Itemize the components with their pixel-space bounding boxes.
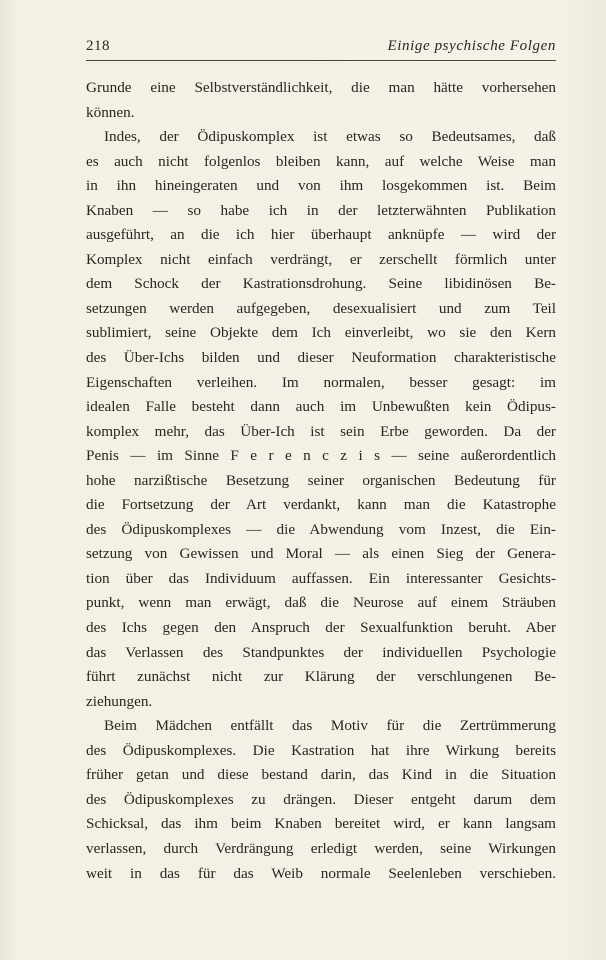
text-line: Eigenschaften verleihen. Im normalen, besser gesagt: im xyxy=(86,373,556,391)
text-line: des Ödipuskomplexes zu drängen. Dieser entgeht darum dem xyxy=(86,790,556,808)
text-line: Penis — im Sinne F e r e n c z i s — seine außerordentlich xyxy=(86,447,556,465)
text-line: Indes, der Ödipuskomplex ist etwas so Bedeutsames, daß xyxy=(104,128,556,146)
text-line: sublimiert, seine Objekte dem Ich einverleibt, wo sie den Kern xyxy=(86,324,556,342)
text-line: in ihn hineingeraten und von ihm losgekommen ist. Beim xyxy=(86,177,556,195)
text-line: die Fortsetzung der Art verdankt, kann man die Katastrophe xyxy=(86,496,556,514)
text-line: idealen Falle besteht dann auch im Unbewußten kein Ödipus- xyxy=(86,398,556,416)
text-line: komplex mehr, das Über-Ich ist sein Erbe geworden. Da der xyxy=(86,422,556,440)
text-line: setzungen werden aufgegeben, desexualisiert und zum Teil xyxy=(86,299,556,317)
text-line: weit in das für das Weib normale Seelenleben verschieben. xyxy=(86,864,556,882)
page-number: 218 xyxy=(86,38,110,54)
text-line: verlassen, durch Verdrängung erledigt werden, seine Wirkungen xyxy=(86,839,556,857)
text-line: können. xyxy=(86,103,135,121)
text-line: Schicksal, das ihm beim Knaben bereitet wird, er kann langsam xyxy=(86,815,556,833)
text-line: ausgeführt, an die ich hier überhaupt anknüpfe — wird der xyxy=(86,226,556,244)
text-line: des Ichs gegen den Anspruch der Sexualfunktion beruht. Aber xyxy=(86,619,556,637)
text-line: des Ödipuskomplexes. Die Kastration hat ihre Wirkung bereits xyxy=(86,741,556,759)
text-line: Knaben — so habe ich in der letzterwähnten Publikation xyxy=(86,201,556,219)
text-line: hohe narzißtische Besetzung seiner organischen Bedeutung für xyxy=(86,471,556,489)
text-line: ziehungen. xyxy=(86,692,153,710)
text-line: das Verlassen des Standpunktes der individuellen Psychologie xyxy=(86,643,556,661)
text-line: des Über-Ichs bilden und dieser Neuformation charakteristische xyxy=(86,349,556,367)
text-line: es auch nicht folgenlos bleiben kann, auf welche Weise man xyxy=(86,152,556,170)
body-text xyxy=(86,76,556,886)
text-line: tion über das Individuum auffassen. Ein interessanter Gesichts- xyxy=(86,569,556,587)
text-line: Komplex nicht einfach verdrängt, er zerschellt förmlich unter xyxy=(86,250,556,268)
text-line: dem Schock der Kastrationsdrohung. Seine libidinösen Be- xyxy=(86,275,556,293)
running-title: Einige psychische Folgen xyxy=(387,38,556,54)
text-line: führt zunächst nicht zur Klärung der verschlungenen Be- xyxy=(86,668,556,686)
text-line: früher getan und diese bestand darin, das Kind in die Situation xyxy=(86,766,556,784)
running-header xyxy=(86,38,556,61)
text-line: des Ödipuskomplexes — die Abwendung vom Inzest, die Ein- xyxy=(86,520,556,538)
text-line: setzung von Gewissen und Moral — als einen Sieg der Genera- xyxy=(86,545,556,563)
text-line: Grunde eine Selbstverständlichkeit, die man hätte vorhersehen xyxy=(86,79,556,96)
text-line: Beim Mädchen entfällt das Motiv für die Zertrümmerung xyxy=(104,717,556,735)
text-line: punkt, wenn man erwägt, daß die Neurose auf einem Sträuben xyxy=(86,594,556,612)
